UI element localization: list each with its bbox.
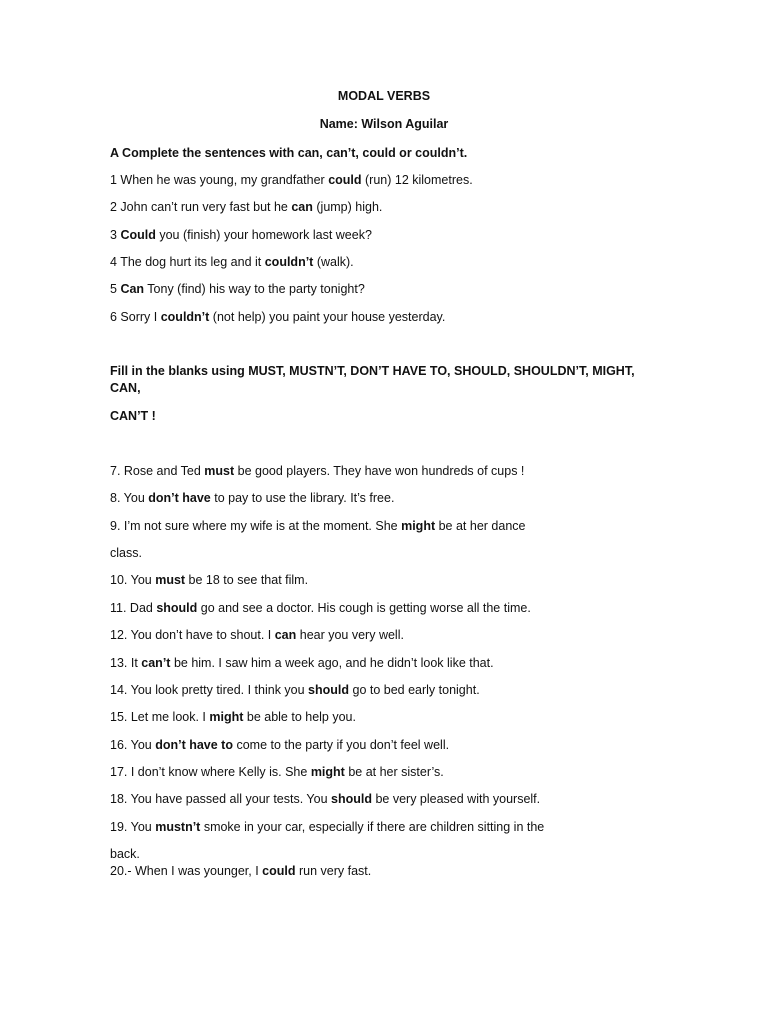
section-b-instructions-continued: CAN’T ! <box>110 409 156 423</box>
sentence-text: 8. You <box>110 491 149 505</box>
document-title: MODAL VERBS <box>337 89 431 103</box>
sentence-text: to pay to use the library. It’s free. <box>210 491 395 505</box>
answer-word: might <box>209 710 244 724</box>
exercise-item <box>110 254 354 270</box>
sentence-text: 5 <box>110 282 121 296</box>
sentence-text: (walk). <box>313 255 354 269</box>
sentence-text: 10. You <box>110 573 156 587</box>
sentence-text: 4 The dog hurt its leg and it <box>110 255 265 269</box>
sentence-text: (run) 12 kilometres. <box>361 173 473 187</box>
sentence-text: 1 When he was young, my grandfather <box>110 173 329 187</box>
answer-word: must <box>204 464 235 478</box>
exercise-item <box>110 764 444 780</box>
sentence-text: be very pleased with yourself. <box>371 792 541 806</box>
exercise-item <box>110 600 531 616</box>
exercise-item <box>110 490 394 506</box>
sentence-text: be good players. They have won hundreds of cups ! <box>234 464 525 478</box>
sentence-text: 19. You <box>110 820 156 834</box>
sentence-text: 13. It <box>110 656 142 670</box>
exercise-item <box>110 572 308 588</box>
answer-word: might <box>401 519 436 533</box>
sentence-text: class. <box>110 546 142 560</box>
exercise-item <box>110 737 449 753</box>
section-b-instructions: Fill in the blanks using MUST, MUSTN’T, DON’T HAVE TO, SHOULD, SHOULDN’T, MIGHT, CAN, <box>110 364 635 395</box>
answer-word: might <box>310 765 345 779</box>
student-name: Name: Wilson Aguilar <box>319 117 449 131</box>
answer-word: can’t <box>141 656 171 670</box>
sentence-text: be at her sister’s. <box>344 765 444 779</box>
sentence-text: hear you very well. <box>296 628 404 642</box>
sentence-text: 20.- When I was younger, I <box>110 864 263 878</box>
sentence-text: be at her dance <box>435 519 526 533</box>
exercise-item <box>110 863 371 879</box>
exercise-item <box>110 463 524 479</box>
exercise-item <box>110 709 356 725</box>
sentence-text: 15. Let me look. I <box>110 710 210 724</box>
sentence-text: come to the party if you don’t feel well. <box>232 738 450 752</box>
answer-word: Could <box>120 228 156 242</box>
sentence-text: 9. I’m not sure where my wife is at the moment. She <box>110 519 402 533</box>
answer-word: couldn’t <box>264 255 314 269</box>
sentence-text: (jump) high. <box>312 200 383 214</box>
exercise-item <box>110 682 480 698</box>
exercise-item <box>110 791 540 807</box>
answer-word: can <box>291 200 313 214</box>
answer-word: Can <box>120 282 145 296</box>
sentence-text: back. <box>110 847 140 861</box>
sentence-text: (not help) you paint your house yesterday. <box>209 310 446 324</box>
answer-word: should <box>308 683 350 697</box>
exercise-item <box>110 518 525 534</box>
sentence-text: 12. You don’t have to shout. I <box>110 628 275 642</box>
answer-word: could <box>328 173 362 187</box>
answer-word: can <box>274 628 297 642</box>
sentence-text: 3 <box>110 228 121 242</box>
answer-word: don’t have to <box>155 738 233 752</box>
exercise-item <box>110 819 544 835</box>
sentence-text: you (finish) your homework last week? <box>155 228 372 242</box>
exercise-item <box>110 627 404 643</box>
exercise-item-continued <box>110 545 142 561</box>
sentence-text: Tony (find) his way to the party tonight? <box>144 282 365 296</box>
sentence-text: 14. You look pretty tired. I think you <box>110 683 309 697</box>
sentence-text: go and see a doctor. His cough is getting worse all the time. <box>197 601 531 615</box>
sentence-text: 2 John can’t run very fast but he <box>110 200 292 214</box>
answer-word: mustn’t <box>155 820 201 834</box>
exercise-item <box>110 199 382 215</box>
exercise-item <box>110 172 473 188</box>
answer-word: don’t have <box>148 491 211 505</box>
sentence-text: run very fast. <box>295 864 372 878</box>
answer-word: must <box>155 573 186 587</box>
sentence-text: 18. You have passed all your tests. You <box>110 792 332 806</box>
sentence-text: be 18 to see that film. <box>185 573 309 587</box>
sentence-text: 11. Dad <box>110 601 157 615</box>
sentence-text: go to bed early tonight. <box>349 683 480 697</box>
exercise-item <box>110 281 365 297</box>
sentence-text: 6 Sorry I <box>110 310 161 324</box>
answer-word: should <box>331 792 372 806</box>
answer-word: should <box>156 601 198 615</box>
sentence-text: be him. I saw him a week ago, and he didn’t look like that. <box>170 656 494 670</box>
exercise-item <box>110 655 494 671</box>
answer-word: couldn’t <box>160 310 210 324</box>
exercise-item <box>110 227 372 243</box>
sentence-text: be able to help you. <box>243 710 356 724</box>
sentence-text: smoke in your car, especially if there are children sitting in the <box>200 820 545 834</box>
answer-word: could <box>262 864 296 878</box>
sentence-text: 7. Rose and Ted <box>110 464 205 478</box>
exercise-item <box>110 309 445 325</box>
sentence-text: 16. You <box>110 738 156 752</box>
exercise-item-continued <box>110 846 140 862</box>
section-a-instructions: A Complete the sentences with can, can’t, could or couldn’t. <box>110 146 468 160</box>
sentence-text: 17. I don’t know where Kelly is. She <box>110 765 311 779</box>
